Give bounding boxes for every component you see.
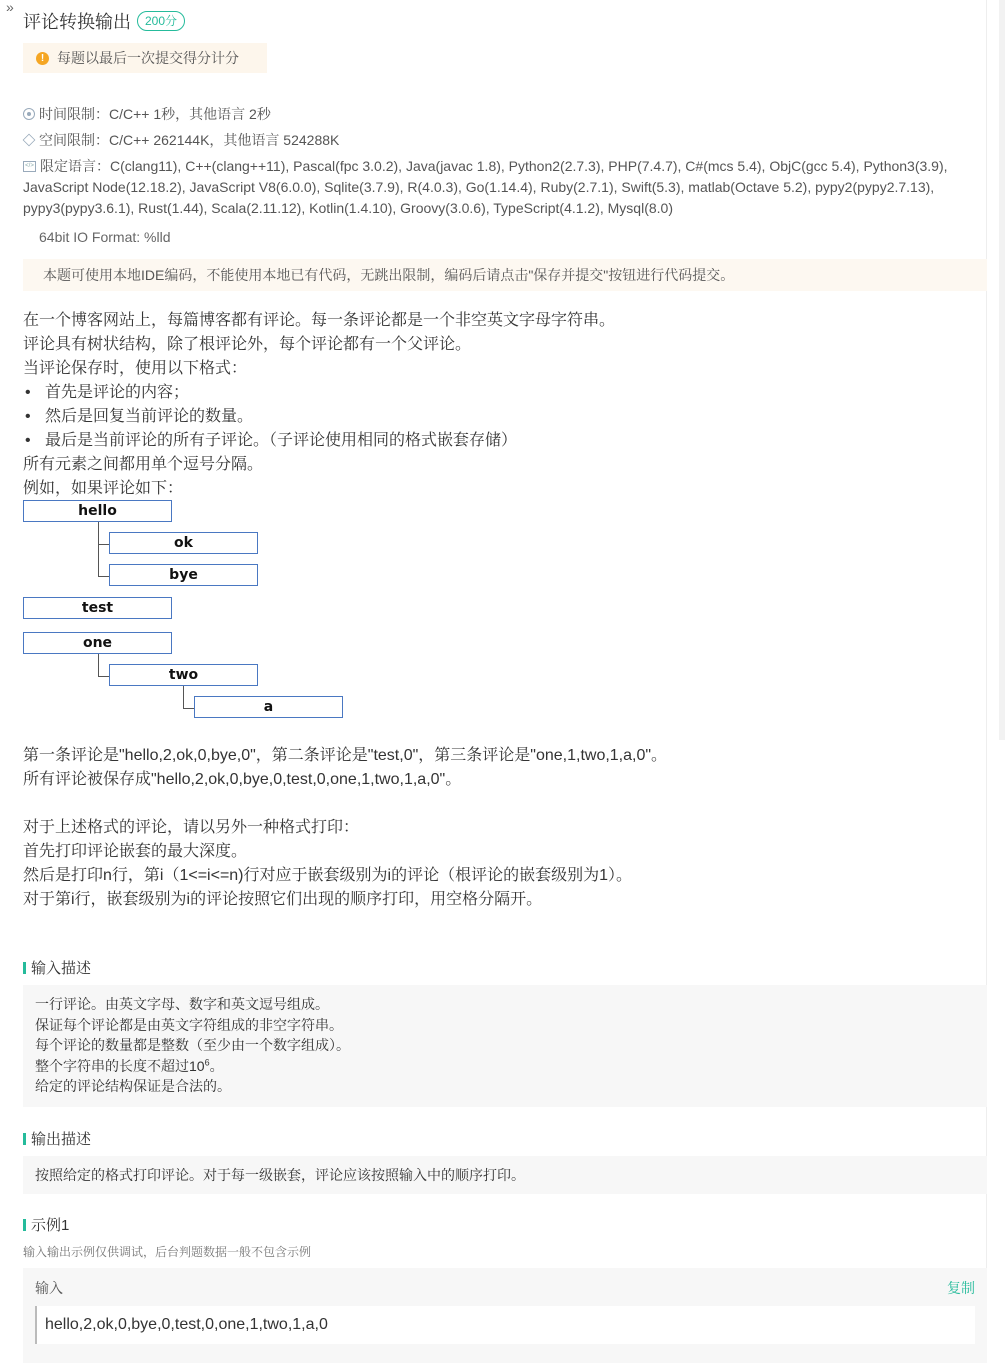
- desc-paragraph: 第一条评论是"hello,2,ok,0,bye,0"，第二条评论是"test,0"，第三条评论是"one,1,two,1,a,0"。: [23, 747, 668, 764]
- tree-node-test: test: [23, 597, 172, 619]
- limits-panel: [23, 104, 963, 219]
- section-marker: [23, 1219, 26, 1231]
- copy-button[interactable]: 复制: [947, 1280, 975, 1296]
- input-description-title: 输入描述: [31, 960, 92, 977]
- desc-paragraph: 对于上述格式的评论，请以另外一种格式打印：: [23, 819, 360, 836]
- tree-node-one: one: [23, 632, 172, 654]
- languages-line-1: 限定语言：C(clang11), C++(clang++11), Pascal(fpc 3.0.2), Java(javac 1.8), Python2(2.7.3), PHP(7.4.7), C#(mcs 5.4), ObjC(gcc 5.4), Python3(3.9),: [40, 158, 948, 174]
- output-description-title: 输出描述: [31, 1131, 92, 1148]
- scoring-notice-text: 每题以最后一次提交得分计分: [57, 50, 239, 66]
- input-desc-line: 保证每个评论都是由英文字符组成的非空字符串。: [35, 1016, 343, 1033]
- tree-node-two: two: [109, 664, 258, 686]
- clock-icon: [23, 108, 35, 120]
- io-format: 64bit IO Format: %lld: [39, 229, 171, 245]
- desc-paragraph: 首先打印评论嵌套的最大深度。: [23, 843, 248, 860]
- tree-node-hello: hello: [23, 500, 172, 522]
- page-title: 评论转换输出: [23, 12, 131, 32]
- desc-paragraph: 然后是打印n行，第i（1<=i<=n)行对应于嵌套级别为i的评论（根评论的嵌套级别为1）。: [23, 867, 632, 884]
- input-description-heading: [23, 957, 91, 978]
- space-limit-text: 空间限制：C/C++ 262144K，其他语言 524288K: [39, 132, 340, 148]
- problem-header: [23, 8, 185, 34]
- section-marker: [23, 1133, 26, 1145]
- example-input-value[interactable]: hello,2,ok,0,bye,0,test,0,one,1,two,1,a,0: [35, 1306, 975, 1344]
- input-desc-line: 给定的评论结构保证是合法的。: [35, 1078, 231, 1094]
- bullet-dot: •: [25, 432, 31, 449]
- tree-connector: [98, 654, 99, 676]
- list-item-text: 最后是当前评论的所有子评论。（子评论使用相同的格式嵌套存储）: [45, 432, 518, 449]
- language-limit: [23, 156, 963, 219]
- tree-node-a: a: [194, 696, 343, 718]
- languages-line-3: pypy3(pypy3.6.1), Rust(1.44), Scala(2.11.12), Kotlin(1.4.10), Groovy(3.0.6), TypeScript(4.1.2), Mysql(8.0): [23, 200, 673, 216]
- desc-paragraph: 所有元素之间都用单个逗号分隔。: [23, 456, 264, 473]
- warning-icon: !: [36, 52, 49, 65]
- input-description-box: [23, 985, 987, 1107]
- languages-line-2: JavaScript Node(12.18.2), JavaScript V8(6.0.0), Sqlite(3.7.9), R(4.0.3), Go(1.14.4), Ruby(2.7.1), Swift(5.3), matlab(Octave 5.2), pypy2(pypy2.7.13),: [23, 179, 935, 195]
- example-title: 示例1: [31, 1217, 70, 1234]
- score-badge: 200分: [137, 11, 185, 31]
- example-note: 输入输出示例仅供调试，后台判题数据一般不包含示例: [23, 1245, 312, 1259]
- time-limit-text: 时间限制：C/C++ 1秒，其他语言 2秒: [39, 106, 271, 122]
- bullet-dot: •: [25, 384, 31, 401]
- space-limit: [23, 130, 963, 150]
- input-desc-line: [35, 1056, 975, 1077]
- desc-paragraph: 对于第i行，嵌套级别为i的评论按照它们出现的顺序打印，用空格分隔开。: [23, 891, 543, 908]
- desc-paragraph: 评论具有树状结构，除了根评论外，每个评论都有一个父评论。: [23, 336, 472, 353]
- tree-connector: [183, 686, 184, 708]
- example-heading: [23, 1214, 69, 1235]
- example-box: [23, 1268, 987, 1363]
- desc-paragraph: 所有评论被保存成"hello,2,ok,0,bye,0,test,0,one,1,two,1,a,0"。: [23, 771, 462, 788]
- memory-icon: [23, 134, 36, 147]
- output-desc-line: 按照给定的格式打印评论。对于每一级嵌套，评论应该按照输入中的顺序打印。: [35, 1167, 525, 1183]
- code-icon: </>: [23, 161, 36, 172]
- list-item-text: 首先是评论的内容；: [45, 384, 190, 401]
- scrollbar[interactable]: [999, 0, 1005, 740]
- problem-description-continued: [23, 744, 983, 912]
- desc-spacer: [23, 792, 983, 816]
- list-item: [23, 429, 983, 453]
- bullet-dot: •: [25, 408, 31, 425]
- output-description-box: [23, 1156, 987, 1194]
- list-item: [23, 405, 983, 429]
- length-limit-exponent: 6: [204, 1056, 210, 1067]
- tree-node-ok: ok: [109, 532, 258, 554]
- list-item: [23, 381, 983, 405]
- tree-connector: [98, 522, 99, 576]
- input-desc-line: 一行评论。由英文字母、数字和英文逗号组成。: [35, 996, 329, 1012]
- input-desc-line: 每个评论的数量都是整数（至少由一个数字组成）。: [35, 1037, 350, 1053]
- section-marker: [23, 962, 26, 974]
- tree-node-bye: bye: [109, 564, 258, 586]
- desc-paragraph: 当评论保存时，使用以下格式：: [23, 360, 248, 377]
- desc-paragraph: 例如，如果评论如下：: [23, 480, 184, 497]
- problem-description: [23, 309, 983, 501]
- length-limit-suffix: 。: [209, 1057, 224, 1074]
- length-limit-text: 整个字符串的长度不超过10: [35, 1057, 205, 1074]
- output-description-heading: [23, 1128, 91, 1149]
- example-input-label: 输入: [35, 1280, 63, 1296]
- ide-notice: 本题可使用本地IDE编码，不能使用本地已有代码，无跳出限制，编码后请点击"保存并提交"按钮进行代码提交。: [23, 259, 987, 291]
- desc-paragraph: 在一个博客网站上，每篇博客都有评论。每一条评论都是一个非空英文字母字符串。: [23, 312, 616, 329]
- expand-sidebar-icon[interactable]: »: [6, 0, 14, 15]
- scoring-notice: [23, 43, 267, 73]
- list-item-text: 然后是回复当前评论的数量。: [45, 408, 254, 425]
- comment-tree-diagram: [23, 500, 345, 722]
- time-limit: [23, 104, 963, 124]
